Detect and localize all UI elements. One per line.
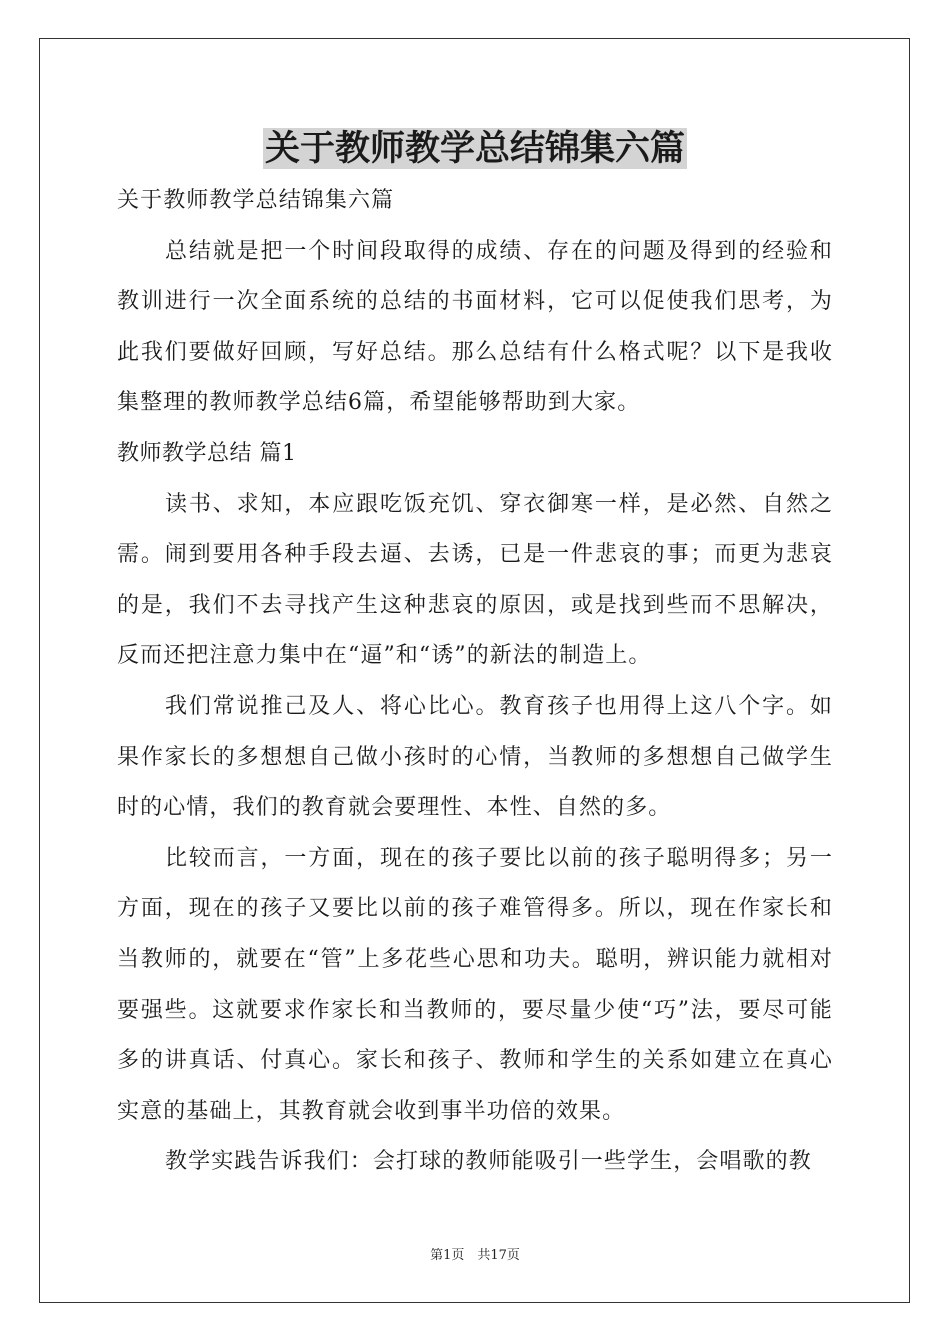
body-paragraph: 读书、求知，本应跟吃饭充饥、穿衣御寒一样，是必然、自然之需。闹到要用各种手段去逼、去诱，已是一件悲哀的事；而更为悲哀的是，我们不去寻找产生这种悲哀的原因，或是找到些而不思解决，反而还把注意力集中在“逼”和“诱”的新法的制造上。 — [117, 491, 833, 669]
document-title — [0, 124, 950, 174]
document-body — [117, 176, 833, 1188]
body-paragraph: 教学实践告诉我们：会打球的教师能吸引一些学生，会唱歌的教 — [165, 1149, 812, 1175]
subtitle-paragraph: 关于教师教学总结锦集六篇 — [117, 188, 395, 213]
intro-paragraph: 总结就是把一个时间段取得的成绩、存在的问题及得到的经验和教训进行一次全面系统的总结的书面材料，它可以促使我们思考，为此我们要做好回顾，写好总结。那么总结有什么格式呢？以下是我收集整理的教师教学总结6篇，希望能够帮助到大家。 — [117, 238, 833, 416]
body-paragraph: 我们常说推己及人、将心比心。教育孩子也用得上这八个字。如果作家长的多想想自己做小孩时的心情，当教师的多想想自己做学生时的心情，我们的教育就会要理性、本性、自然的多。 — [117, 693, 833, 821]
section-heading: 教师教学总结 篇1 — [117, 440, 297, 466]
page-footer — [0, 1246, 950, 1266]
document-title-text: 关于教师教学总结锦集六篇 — [264, 128, 685, 169]
body-paragraph: 比较而言，一方面，现在的孩子要比以前的孩子聪明得多；另一方面，现在的孩子又要比以前的孩子难管得多。所以，现在作家长和当教师的，就要在“管”上多花些心思和功夫。聪明，辨识能力就相对要强些。这就要求作家长和当教师的，要尽量少使“巧”法，要尽可能多的讲真话、付真心。家长和孩子、教师和学生的关系如建立在真心实意的基础上，其教育就会收到事半功倍的效果。 — [117, 845, 833, 1124]
page-number: 第1页 共17页 — [430, 1248, 520, 1263]
